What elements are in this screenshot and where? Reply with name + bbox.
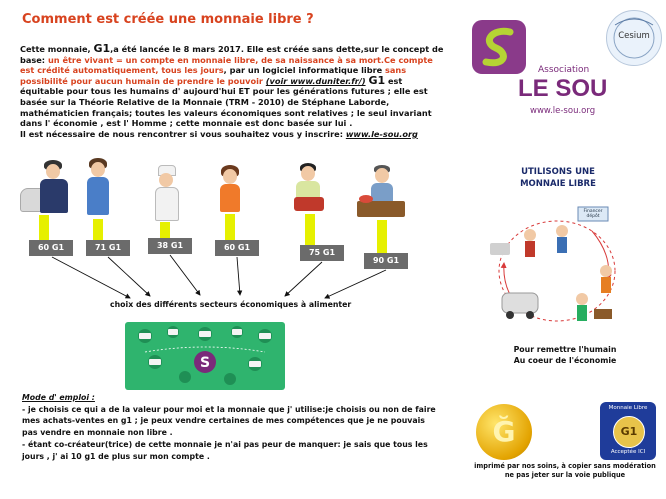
intro-part: ,a été lancée le 8 mars 2017. Elle est créée sans dette,sur le concept de base: bbox=[20, 44, 444, 65]
intro-part: Il est nécessaire de nous rencontrer si vous souhaitez vous y inscrire: bbox=[20, 128, 346, 139]
intro-highlight: sans possibilité pour aucun humain de prendre le pouvoir bbox=[20, 65, 407, 86]
cycle-arrows-icon bbox=[482, 205, 632, 337]
intro-part: , par un logiciel informatique libre bbox=[223, 65, 386, 76]
g1-mark: G1 bbox=[368, 73, 386, 87]
value-badge: 60 G1 bbox=[29, 240, 73, 256]
g1-mark: G1 bbox=[93, 42, 111, 55]
s-swirl-icon bbox=[472, 20, 526, 74]
le-sou-logo bbox=[472, 20, 526, 74]
le-sou-title: LE SOU bbox=[518, 75, 608, 102]
humain-caption bbox=[505, 344, 625, 366]
cesium-logo bbox=[606, 10, 662, 66]
badge-top-label: Monnaie Libre bbox=[608, 405, 648, 411]
humain-line: Au coeur de l'économie bbox=[513, 356, 617, 365]
association-label: Association bbox=[538, 65, 590, 75]
convergence-arrows bbox=[0, 0, 470, 300]
choice-caption: choix des différents secteurs économiques à alimenter bbox=[110, 300, 352, 309]
g1-coin bbox=[476, 404, 532, 460]
usage-instructions bbox=[22, 392, 442, 462]
humain-line: Pour remettre l'humain bbox=[513, 345, 617, 354]
usage-line: - étant co-créateur(trice) de cette monnaie je n'ai pas peur de manquer: je sais que tous les jours , j' ai 10 g1 de plus sur mon compte . bbox=[22, 439, 428, 461]
economic-sectors-illustration bbox=[125, 322, 285, 390]
badge-g1-icon: G1 bbox=[613, 416, 645, 448]
print-notice: imprimé par nos soins, à copier sans modération ne pas jeter sur la voie publique bbox=[474, 462, 656, 479]
page-title: Comment est créée une monnaie libre ? bbox=[22, 12, 314, 27]
le-sou-link[interactable]: www.le-sou.org bbox=[345, 128, 418, 139]
monnaie-libre-badge bbox=[600, 402, 656, 460]
deposit-sign: Financer dépôt bbox=[583, 209, 603, 219]
usage-heading: Mode d' emploi : bbox=[22, 393, 95, 402]
usage-line: - je choisis ce qui a de la valeur pour moi et la monnaie que j' utilise:je choisis ou non de faire mes achats-ventes en g1 ; je peux vendre certaines de mes compétences que je ne pouvais pas vendre en monnaie non libre . bbox=[22, 404, 436, 438]
duniter-link[interactable]: (voir www.duniter.fr/) bbox=[265, 75, 366, 86]
cesium-label: Cesium bbox=[618, 31, 650, 41]
value-badge: 38 G1 bbox=[148, 238, 192, 254]
coin-glyph: Ğ bbox=[492, 415, 516, 448]
utilisons-heading: UTILISONS UNE MONNAIE LIBRE bbox=[520, 167, 596, 189]
value-badge: 75 G1 bbox=[300, 245, 344, 261]
intro-part: est équitable pour tous les humains d' aujourd'hui ET pour les générations futures ; elle est basée sur la Théorie Relative de la Monnaie (TRM - 2010) de Stéphane Laborde, mathématicien français; toutes les valeurs économiques sont relatives ; le seul invariant dans l' économie , est l' Homme ; cette monnaie est donc basée sur lui . bbox=[20, 75, 432, 129]
intro-highlight: un être vivant = un compte en monnaie libre, de sa naissance à sa mort.Ce compte est crédité automatiquement, tous les jours bbox=[20, 54, 433, 76]
circular-economy-illustration bbox=[482, 205, 632, 337]
website-url[interactable]: www.le-sou.org bbox=[530, 106, 596, 116]
intro-part: Cette monnaie, bbox=[20, 44, 94, 54]
badge-bottom-label: Acceptée ICI bbox=[610, 449, 646, 455]
value-badge: 90 G1 bbox=[364, 253, 408, 269]
value-badge: 71 G1 bbox=[86, 240, 130, 256]
sectors-map-icon bbox=[125, 322, 285, 390]
value-badge: 60 G1 bbox=[215, 240, 259, 256]
svg-text:S: S bbox=[199, 355, 211, 371]
